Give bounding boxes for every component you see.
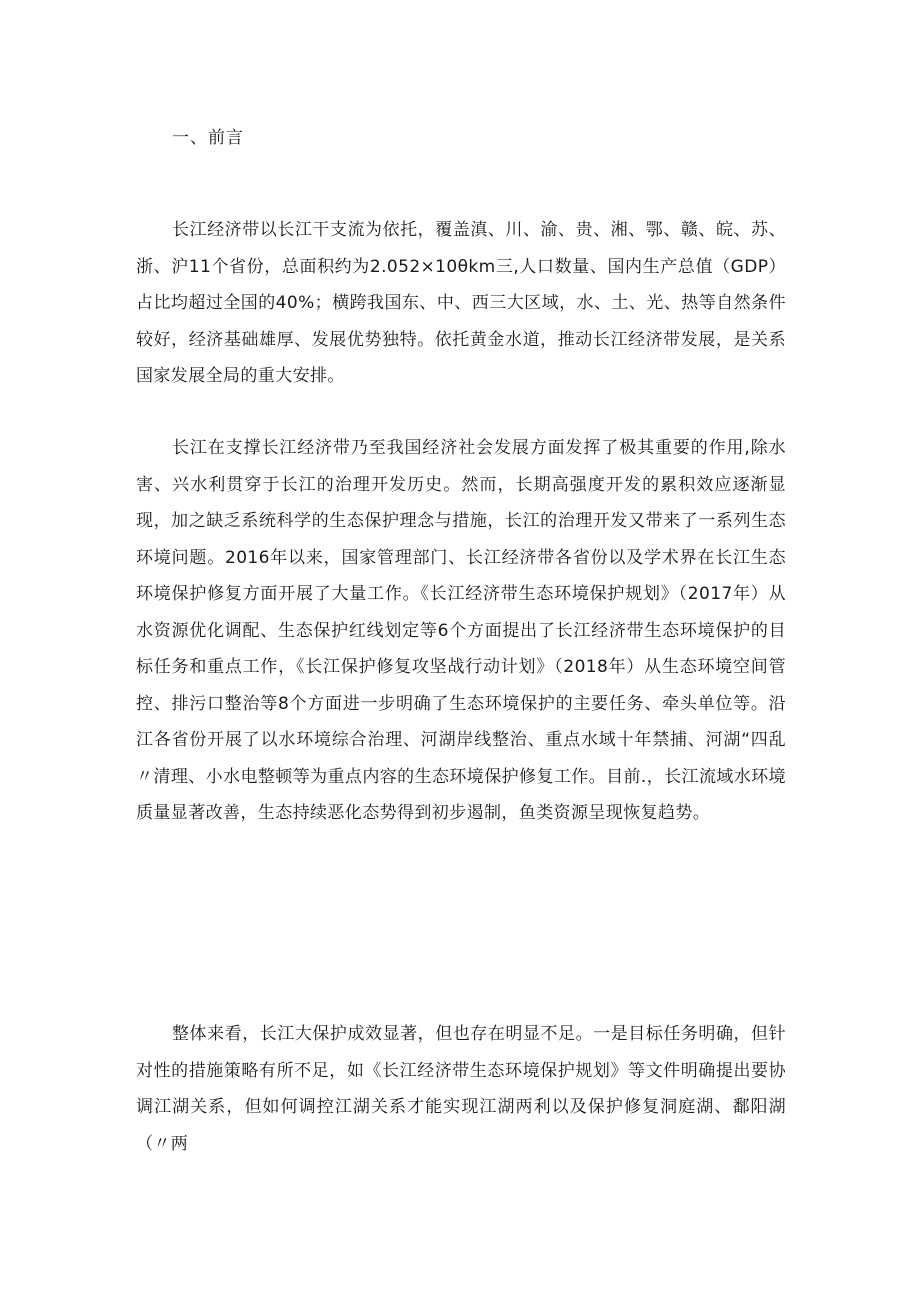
paragraph-2: 长江在支撑长江经济带乃至我国经济社会发展方面发挥了极其重要的作用,除水害、兴水利贯穿于长江的治理开发历史。然而，长期高强度开发的累积效应逐渐显现，加之缺乏系统科学的生态保护理念与措施，长江的治理开发又带来了一系列生态环境问题。2016年以来，国家管理部门、长江经济带各省份以及学术界在长江生态环境保护修复方面开展了大量工作。《长江经济带生态环境保护规划》（2017年）从水资源优化调配、生态保护红线划定等6个方面提出了长江经济带生态环境保护的目标任务和重点工作，《长江保护修复攻坚战行动计划》（2018年）从生态环境空间管控、排污口整治等8个方面进一步明确了生态环境保护的主要任务、牵头单位等。沿江各省份开展了以水环境综合治理、河湖岸线整治、重点水域十年禁捕、河湖“四乱〃清理、小水电整顿等为重点内容的生态环境保护修复工作。目前.，长江流域水环境质量显著改善，生态持续恶化态势得到初步遏制，鱼类资源呈现恢复趋势。 — [136, 438, 786, 823]
paragraph-3: 整体来看，长江大保护成效显著，但也存在明显不足。一是目标任务明确，但针对性的措施策略有所不足，如《长江经济带生态环境保护规划》等文件明确提出要协调江湖关系，但如何调控江湖关系才能实现江湖两利以及保护修复洞庭湖、鄱阳湖（〃两 — [136, 1024, 786, 1154]
paragraph-1: 长江经济带以长江干支流为依托，覆盖滇、川、渝、贵、湘、鄂、赣、皖、苏、浙、沪11个省份，总面积约为2.052×10θkm三,人口数量、国内生产总值（GDP）占比均超过全国的40%；横跨我国东、中、西三大区域，水、土、光、热等自然条件较好，经济基础雄厚、发展优势独特。依托黄金水道，推动长江经济带发展，是关系国家发展全局的重大安排。 — [136, 220, 786, 386]
section-heading: 一、前言 — [172, 128, 244, 148]
